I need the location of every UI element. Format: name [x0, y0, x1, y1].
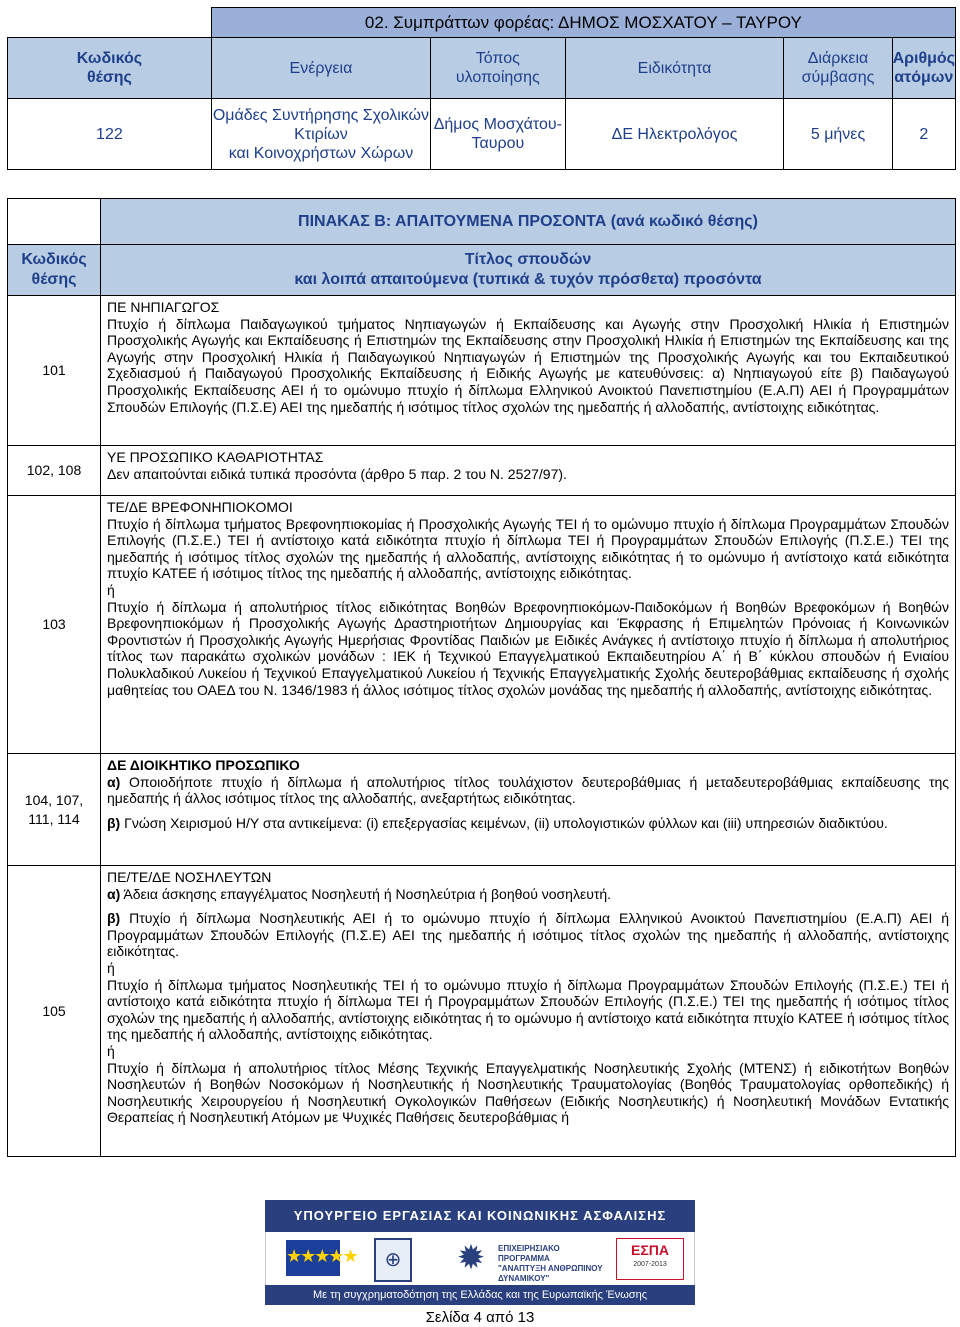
row-text: Δεν απαιτούνται ειδικά τυπικά προσόντα (άρθρο 5 παρ. 2 του Ν. 2527/97). — [107, 465, 567, 482]
row-title: ΠΕ ΝΗΠΙΑΓΩΓΟΣ — [107, 299, 220, 315]
cell-specialty: ΔΕ Ηλεκτρολόγος — [565, 99, 784, 170]
program-star-icon: ✹ — [456, 1239, 486, 1277]
blank-corner — [8, 199, 101, 245]
row-content — [101, 496, 956, 754]
qualifications-table — [7, 198, 956, 1157]
row-text: Πτυχίο ή δίπλωμα τμήματος Βρεφονηπιοκομίας ή Προσχολικής Αγωγής ΤΕΙ ή το ομώνυμο πτυχίο ή δίπλωμα Προγραμμάτων Σπουδών Επιλογής (Π.Σ.Ε.) ΤΕΙ ή αντίστοιχο κατά ειδικότητα πτυχίο ή δίπλωμα ΤΕΙ ή Προγραμμάτων Σπουδών Επιλογής (Π.Σ.Ε.) ΤΕΙ της ημεδαπής ή ισότιμος τίτλος σχολών της ημεδαπής ή αλλοδαπής, αντίστοιχης ειδικότητας ή το ομώνυμο ή αντίστοιχο κατά ειδικότητα πτυχίο ΚΑΤΕΕ ή ισότιμος τίτλος της ημεδαπής ή αλλοδαπής, αντίστοιχης ειδικότητας. — [107, 515, 949, 582]
table-row — [8, 99, 956, 170]
row-code: 102, 108 — [8, 446, 101, 496]
logos-strip — [265, 1232, 695, 1285]
cell-activity: Ομάδες Συντήρησης Σχολικών Κτιρίων και Κοινοχρήστων Χώρων — [211, 99, 430, 170]
cell-code: 122 — [8, 99, 212, 170]
eu-flag-icon: ★★★★★ — [286, 1240, 340, 1276]
item-a-text: Οποιοδήποτε πτυχίο ή δίπλωμα ή απολυτήριος τίτλος τουλάχιστον δευτεροβάθμιας ή μεταδευτεροβάθμιας εκπαίδευσης της ημεδαπής ή άλλος ισότιμος τίτλος της αλλοδαπής, ανεξαρτήτως ειδικότητας. — [107, 773, 950, 807]
header-code: Κωδικός θέσης — [8, 38, 212, 99]
table-row — [8, 296, 956, 446]
page-number: Σελίδα 4 από 13 — [425, 1309, 535, 1326]
ministry-title: ΥΠΟΥΡΓΕΙΟ ΕΡΓΑΣΙΑΣ ΚΑΙ ΚΟΙΝΩΝΙΚΗΣ ΑΣΦΑΛΙΣΗΣ — [265, 1200, 695, 1232]
row-content — [101, 754, 956, 866]
header-specialty: Ειδικότητα — [565, 38, 784, 99]
row-text: Πτυχίο ή δίπλωμα ή απολυτήριος τίτλος Μέσης Τεχνικής Επαγγελματικής Νοσηλευτικής Σχολής (ΜΤΕΝΣ) ή ειδικοτήτων Βοηθών Νοσηλευτών ή Βοηθών Νοσοκόμων ή Νοσηλευτικής ή Νοσηλευτικής Τραυματολογίας (Βοηθός Τραυματολογίας ορθοπεδικής) ή Νοσηλευτικής Χειρουργείου ή Νοσηλευτική Ογκολογικών Παθήσεων (Ειδικής Νοσηλευτικής) ή Νοσηλευτική Μονάδων Εντατικής Θεραπείας ή Νοσηλευτική Ατόμων με Ψυχικές Παθήσεις δευτεροβάθμιας ή — [107, 1059, 949, 1126]
program-table — [7, 7, 956, 170]
header-activity: Ενέργεια — [211, 38, 430, 99]
cell-count: 2 — [892, 99, 955, 170]
row-content — [101, 866, 956, 1157]
item-a-label: α) — [107, 773, 121, 790]
row-text: Πτυχίο ή δίπλωμα ή απολυτήριος τίτλος ειδικότητας Βοηθών Βρεφονηπιοκόμων-Παιδοκόμων ή Βοηθών Βρεφοκόμων ή Βοηθών Βρεφονηπιοκόμων ή Προσχολικής Αγωγής Δραστηριοτήτων Δημιουργίας και Έκφρασης ή Επιμελητών Πρόνοιας ή Κοινωνικών Φροντιστών ή Προσχολικής Αγωγής Ημερήσιας Φροντίδας Παιδιών με Ειδικές Ανάγκες ή αντίστοιχο πτυχίο ή δίπλωμα ή απολυτήριος τίτλος των παρακάτω σχολικών μονάδων : ΙΕΚ ή Τεχνικού Επαγγελματικού Εκπαιδευτηρίου Α΄ ή Β΄ κύκλου σπουδών ή Ενιαίου Πολυκλαδικού Λυκείου ή Τεχνικού Επαγγελματικού Λυκείου ή Τεχνικής Επαγγελματικής Σχολής δευτεροβάθμιας εκπαίδευσης ή σχολής μαθητείας του ΟΑΕΔ του Ν. 1346/1983 ή άλλος ισότιμος τίτλος σχολών μονάδας της ημεδαπής ή αλλοδαπής, αντίστοιχης ειδικότητας. — [107, 598, 949, 698]
item-a-text: Άδεια άσκησης επαγγέλματος Νοσηλευτή ή Νοσηλεύτρια ή βοηθού νοσηλευτή. — [123, 885, 612, 902]
item-b-label: β) — [107, 814, 121, 831]
row-title: ΔΕ ΔΙΟΙΚΗΤΙΚΟ ΠΡΟΣΩΠΙΚΟ — [107, 757, 300, 773]
row-title: ΥΕ ΠΡΟΣΩΠΙΚΟ ΚΑΘΑΡΙΟΤΗΤΑΣ — [107, 449, 324, 465]
row-content — [101, 446, 956, 496]
item-b-text: Πτυχίο ή δίπλωμα Νοσηλευτικής ΑΕΙ ή το ομώνυμο πτυχίο ή δίπλωμα Ελληνικού Ανοικτού Πανεπιστημίου (Ε.Α.Π) ΑΕΙ ή Προγραμμάτων Σπουδών Επιλογής (Π.Σ.Ε) ΑΕΙ της ημεδαπής ή ισότιμος τίτλος σχολών της ημεδαπής ή αλλοδαπής, αντίστοιχης ειδικότητας. — [107, 910, 949, 960]
row-title: ΤΕ/ΔΕ ΒΡΕΦΟΝΗΠΙΟΚΟΜΟΙ — [107, 499, 293, 515]
cell-duration: 5 μήνες — [784, 99, 892, 170]
item-b-text: Γνώση Χειρισμού Η/Υ στα αντικείμενα: (i) επεξεργασίας κειμένων, (ii) υπολογιστικών φύλλων και (iii) υπηρεσιών διαδικτύου. — [124, 814, 888, 831]
row-or: ή — [107, 581, 115, 598]
espa-logo: ΕΣΠΑ 2007-2013 — [616, 1238, 684, 1280]
funding-banner — [265, 1200, 695, 1305]
header-place: Τόπος υλοποίησης — [431, 38, 566, 99]
header-duration: Διάρκεια σύμβασης — [784, 38, 892, 99]
row-content — [101, 296, 956, 446]
row-text: Πτυχίο ή δίπλωμα Παιδαγωγικού τμήματος Νηπιαγωγών ή Εκπαίδευσης και Αγωγής στην Προσχολική Ηλικία ή Επιστημών Προσχολικής Αγωγής και Εκπαίδευσης ή Επιστημών της Εκπαίδευσης στην Προσχολική Ηλικία ή Επιστημών της Εκπαίδευσης και της Αγωγής στην Προσχολική Ηλικία ή Παιδαγωγικού Νηπιαγωγών ή Επιστημών της Προσχολικής Αγωγής και του Εκπαιδευτικού Σχεδιασμού ή Παιδαγωγού Προσχολικής Εκπαίδευσης ή Ειδικής Αγωγής με κατευθύνσεις: α) Νηπιαγωγού είτε β) Παιδαγωγού Προσχολικής Εκπαίδευσης ΑΕΙ ή το ομώνυμο πτυχίο ή δίπλωμα Ελληνικού Ανοικτού Πανεπιστημίου (Ε.Α.Π) ΑΕΙ ή Προγραμμάτων Σπουδών Επιλογής (Π.Σ.Ε) ΑΕΙ της ημεδαπής ή ισότιμος τίτλος σχολών της ημεδαπής ή αλλοδαπής, αντίστοιχης ειδικότητας. — [107, 315, 949, 415]
header-code: Κωδικός θέσης — [8, 245, 101, 296]
partner-title: 02. Συμπράττων φορέας: ΔΗΜΟΣ ΜΟΣΧΑΤΟΥ – ΤΑΥΡΟΥ — [211, 8, 955, 38]
header-count: Αριθμός ατόμων — [892, 38, 955, 99]
emblem-icon: ⊕ — [374, 1238, 412, 1282]
qualifications-header-row — [8, 245, 956, 296]
table-row — [8, 496, 956, 754]
item-b-label: β) — [107, 910, 121, 927]
row-or: ή — [107, 959, 115, 976]
program-name: ΕΠΙΧΕΙΡΗΣΙΑΚΟ ΠΡΟΓΡΑΜΜΑ "ΑΝΑΠΤΥΞΗ ΑΝΘΡΩΠΙΝΟΥ ΔΥΝΑΜΙΚΟΥ" — [498, 1244, 603, 1283]
header-title: Τίτλος σπουδών και λοιπά απαιτούμενα (τυπικά & τυχόν πρόσθετα) προσόντα — [101, 245, 956, 296]
cell-place: Δήμος Μοσχάτου- Ταυρου — [431, 99, 566, 170]
table-row — [8, 754, 956, 866]
row-code: 104, 107, 111, 114 — [8, 754, 101, 866]
row-text: Πτυχίο ή δίπλωμα τμήματος Νοσηλευτικής ΤΕΙ ή το ομώνυμο πτυχίο ή δίπλωμα Προγραμμάτων Σπουδών Επιλογής (Π.Σ.Ε.) ΤΕΙ ή αντίστοιχο κατά ειδικότητα πτυχίο ή δίπλωμα ΤΕΙ ή Προγραμμάτων Σπουδών Επιλογής (Π.Σ.Ε.) ΤΕΙ της ημεδαπής ή ισότιμος τίτλος σχολών της ημεδαπής ή αλλοδαπής, αντίστοιχης ειδικότητας ή το ομώνυμο ή αντίστοιχο κατά ειδικότητα πτυχίο ΚΑΤΕΕ ή ισότιμος τίτλος της ημεδαπής ή αλλοδαπής, αντίστοιχης ειδικότητας. — [107, 976, 949, 1043]
table-row — [8, 446, 956, 496]
row-code: 105 — [8, 866, 101, 1157]
row-code: 101 — [8, 296, 101, 446]
table-header-row — [8, 38, 956, 99]
row-code: 103 — [8, 496, 101, 754]
row-title: ΠΕ/ΤΕ/ΔΕ ΝΟΣΗΛΕΥΤΩΝ — [107, 869, 272, 885]
qualifications-title: ΠΙΝΑΚΑΣ Β: ΑΠΑΙΤΟΥΜΕΝΑ ΠΡΟΣΟΝΤΑ (ανά κωδικό θέσης) — [101, 199, 956, 245]
item-a-label: α) — [107, 885, 121, 902]
row-or: ή — [107, 1042, 115, 1059]
cofunding-text: Με τη συγχρηματοδότηση της Ελλάδας και της Ευρωπαϊκής Ένωσης — [265, 1285, 695, 1305]
table-row — [8, 866, 956, 1157]
